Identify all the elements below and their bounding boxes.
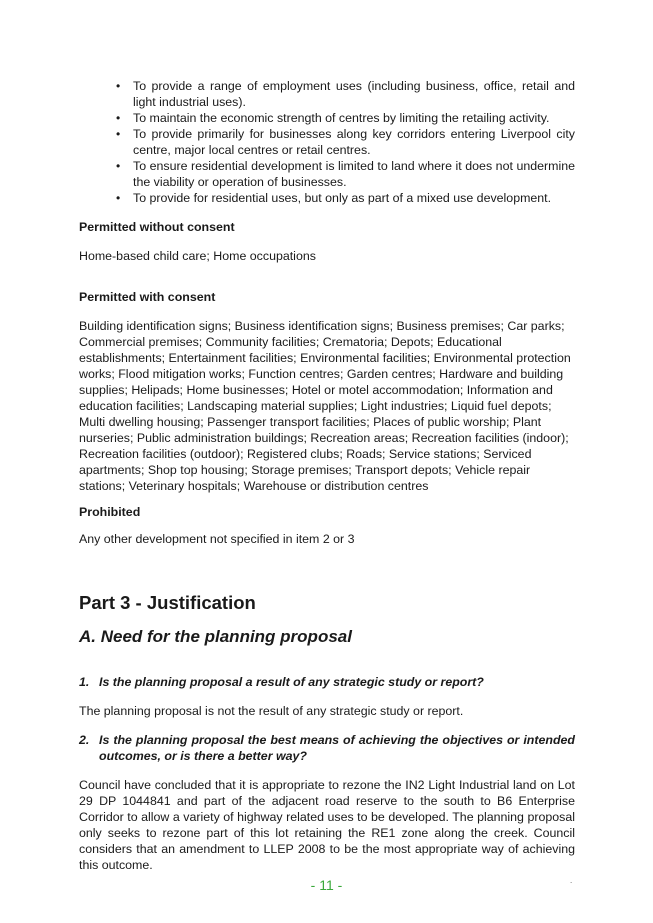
- permitted-with-text: Building identification signs; Business identification signs; Business premises; Car parks; Commercial premises; Community facilities; Crematoria; Depots; Educational establishments; Entertainment facilities; Environmental facilities; Environmental protection works; Flood mitigation works; Function centres; Garden centres; Hardware and building supplies; Helipads; Home businesses; Hotel or motel accommodation; Information and education facilities; Landscaping material supplies; Light industries; Liquid fuel depots; Multi dwelling housing; Passenger transport facilities; Places of public worship; Plant nurseries; Public administration buildings; Recreation areas; Recreation facilities (indoor); Recreation facilities (outdoor); Registered clubs; Roads; Service stations; Serviced apartments; Shop top housing; Storage premises; Transport depots; Vehicle repair stations; Veterinary hospitals; Warehouse or distribution centres: [79, 319, 571, 493]
- answer-2: Council have concluded that it is appropriate to rezone the IN2 Light Industrial land on Lot 29 DP 1044841 and part of the adjacent road reserve to the south to B6 Enterprise Corridor to allow a variety of highway related uses to be developed. The planning proposal only seeks to rezone part of this lot retaining the RE1 zone along the creek. Council considers that an amendment to LLEP 2008 to be the most appropriate way of achieving this outcome.: [79, 778, 575, 872]
- permitted-with-heading: Permitted with consent: [79, 290, 216, 304]
- question-text: Is the planning proposal a result of any strategic study or report?: [99, 675, 484, 689]
- permitted-without-text: Home-based child care; Home occupations: [79, 249, 316, 263]
- objective-item: • To ensure residential development is limited to land where it does not undermine the viability or operation of businesses.: [133, 158, 575, 190]
- objective-item: • To provide primarily for businesses along key corridors entering Liverpool city centre, major local centres or retail centres.: [133, 126, 575, 158]
- page-content: [79, 78, 575, 873]
- permitted-without-heading: Permitted without consent: [79, 220, 235, 234]
- question-number: 1.: [79, 675, 90, 689]
- footer-mark: .: [570, 876, 573, 885]
- objective-item: • To provide for residential uses, but only as part of a mixed use development.: [133, 190, 575, 206]
- objective-item: • To maintain the economic strength of centres by limiting the retailing activity.: [133, 110, 575, 126]
- question-text: Is the planning proposal the best means of achieving the objectives or intended outcomes, or is there a better way?: [99, 733, 575, 763]
- question-1: [79, 674, 575, 690]
- part-title: Part 3 - Justification: [79, 592, 256, 613]
- prohibited-text: Any other development not specified in item 2 or 3: [79, 532, 355, 546]
- answer-1: The planning proposal is not the result of any strategic study or report.: [79, 704, 464, 718]
- section-title: A. Need for the planning proposal: [79, 627, 352, 646]
- objective-item: • To provide a range of employment uses (including business, office, retail and light industrial uses).: [133, 78, 575, 110]
- question-number: 2.: [79, 733, 90, 747]
- question-2: [79, 732, 575, 764]
- objectives-list: [79, 78, 575, 206]
- page-number: - 11 -: [310, 877, 343, 893]
- prohibited-heading: Prohibited: [79, 505, 141, 519]
